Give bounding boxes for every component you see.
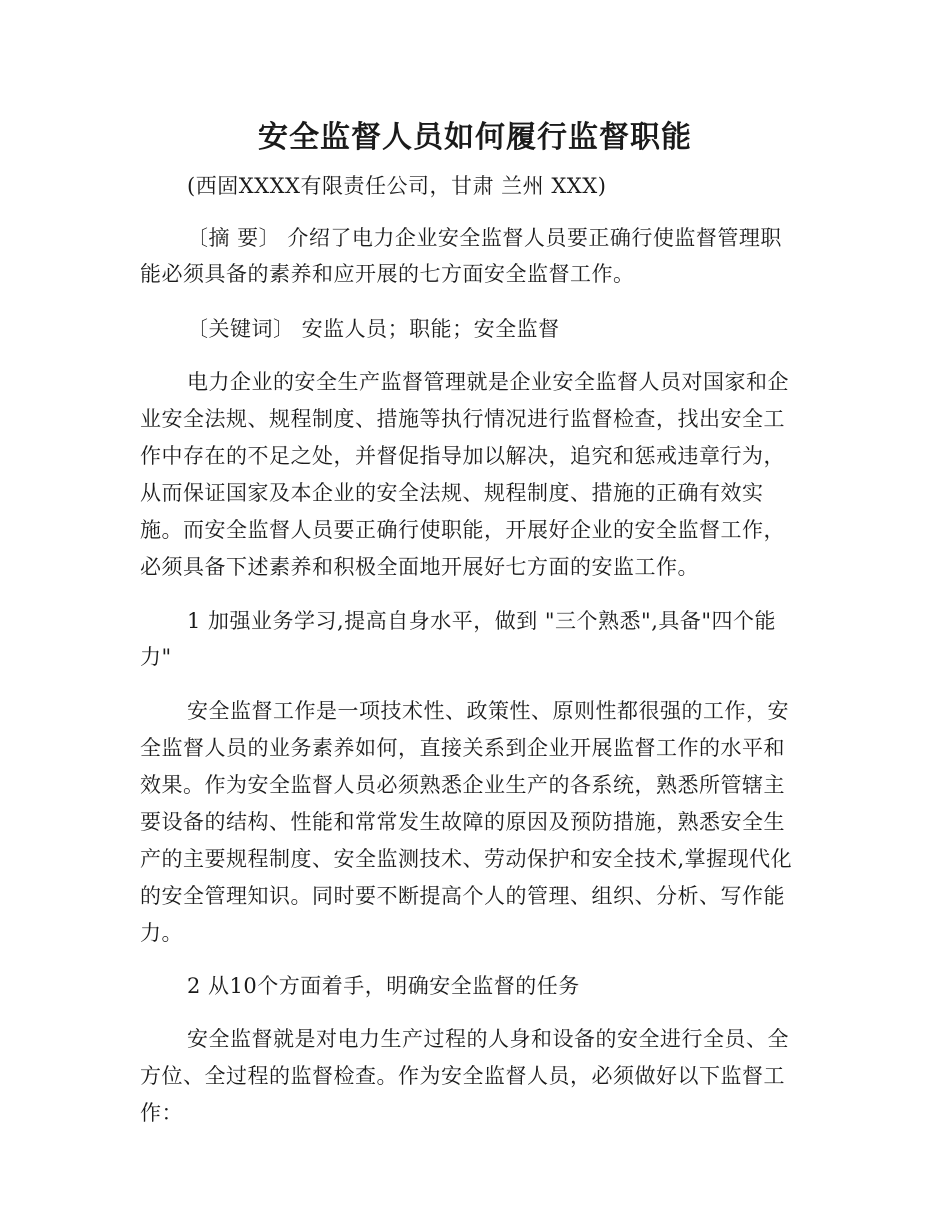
paragraph-line: 作： [140,1101,183,1125]
paragraph-line: 作中存在的不足之处，并督促指导加以解决，追究和惩戒违章行为， [140,444,785,468]
paragraph-line: 必须具备下述素养和积极全面地开展好七方面的安监工作。 [140,555,699,579]
abstract-line: 〔摘 要〕 介绍了电力企业安全监督人员要正确行使监督管理职 [187,226,782,250]
paragraph-line: 方位、全过程的监督检查。作为安全监督人员，必须做好以下监督工 [140,1064,785,1088]
section-heading: 力" [140,645,172,669]
document-title: 安全监督人员如何履行监督职能 [258,120,692,155]
paragraph-line: 力。 [140,921,183,945]
paragraph-line: 的安全管理知识。同时要不断提高个人的管理、组织、分析、写作能 [140,884,785,908]
keywords-line: 〔关键词〕 安监人员；职能；安全监督 [187,317,560,341]
author-line: (西固XXXX有限责任公司，甘肃 兰州 XXX) [187,174,607,198]
paragraph-line: 从而保证国家及本企业的安全法规、规程制度、措施的正确有效实 [140,481,764,505]
paragraph-line: 安全监督就是对电力生产过程的人身和设备的安全进行全员、全 [187,1027,789,1051]
paragraph-line: 施。而安全监督人员要正确行使职能，开展好企业的安全监督工作， [140,518,785,542]
section-heading: 1 加强业务学习,提高自身水平，做到 "三个熟悉",具备"四个能 [187,609,777,633]
paragraph-line: 全监督人员的业务素养如何，直接关系到企业开展监督工作的水平和 [140,736,785,760]
abstract-line: 能必须具备的素养和应开展的七方面安全监督工作。 [140,262,635,286]
paragraph-line: 业安全法规、规程制度、措施等执行情况进行监督检查，找出安全工 [140,407,785,431]
paragraph-line: 产的主要规程制度、安全监测技术、劳动保护和安全技术,掌握现代化 [140,847,793,871]
paragraph-line: 电力企业的安全生产监督管理就是企业安全监督人员对国家和企 [187,370,789,394]
paragraph-line: 安全监督工作是一项技术性、政策性、原则性都很强的工作，安 [187,699,789,723]
paragraph-line: 要设备的结构、性能和常常发生故障的原因及预防措施，熟悉安全生 [140,810,785,834]
section-heading: 2 从10个方面着手，明确安全监督的任务 [187,974,580,998]
paragraph-line: 效果。作为安全监督人员必须熟悉企业生产的各系统，熟悉所管辖主 [140,773,785,797]
